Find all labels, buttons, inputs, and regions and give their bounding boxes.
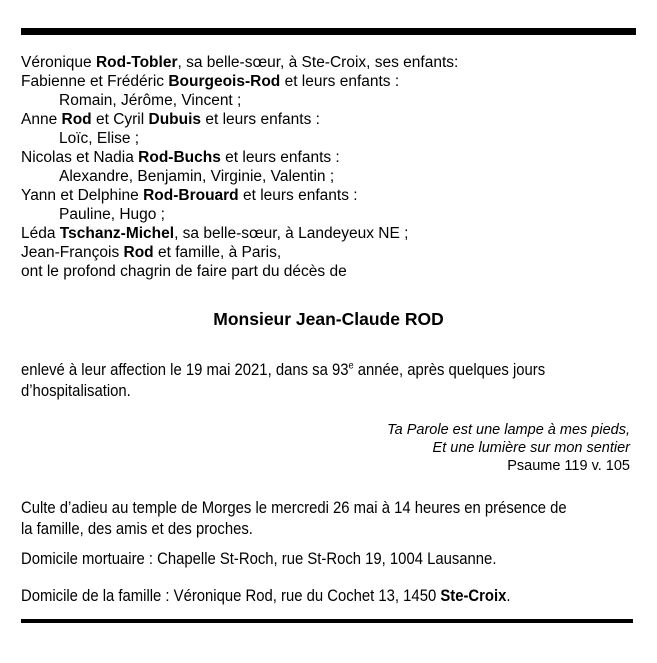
family-line-text: Loïc, Elise ; [59,130,140,147]
family-line-text: Pauline, Hugo ; [59,206,165,223]
ceremony-line2: la famille, des amis et des proches. [21,520,253,538]
family-home-post: . [506,587,511,605]
family-line-text: et Cyril [91,111,149,128]
family-line-text: ont le profond chagrin de faire part du décès de [21,263,347,280]
age-superscript: e [348,360,354,372]
family-surname-bold: Rod-Tobler [95,54,178,71]
family-line-text: et leurs enfants : [201,111,320,128]
family-line-text: , sa belle-sœur, à Landeyeux NE ; [174,225,409,242]
family-surname-bold: Dubuis [148,111,202,128]
verse-line2: Et une lumière sur mon sentier [432,440,630,456]
family-line-text: Véronique [21,54,96,71]
family-line [21,53,641,72]
family-line-text: et leurs enfants : [238,187,358,204]
family-line [21,110,641,129]
family-line-text: , sa belle-sœur, à Ste-Croix, ses enfants: [177,54,459,71]
family-line [21,148,641,167]
family-line-text: Alexandre, Benjamin, Virginie, Valentin ; [59,168,335,185]
family-line [21,205,641,224]
family-line-text: et leurs enfants : [280,73,400,90]
family-line [21,186,641,205]
family-address-list [21,53,641,281]
family-surname-bold: Rod-Buchs [138,149,221,166]
top-rule [21,28,636,35]
family-line-text: Yann et Delphine [21,187,144,204]
family-line-text: Léda [21,225,60,242]
deceased-name: Monsieur Jean-Claude ROD [213,309,444,329]
family-surname-bold: Bourgeois-Rod [168,73,281,90]
family-line [21,224,641,243]
family-line [21,262,641,281]
death-paragraph-line1 [21,360,633,381]
verse-line1: Ta Parole est une lampe à mes pieds, [387,422,630,438]
family-line-text: Anne [21,111,62,128]
death-line1-pre: enlevé à leur affection le 19 mai 2021, dans sa 93 [21,361,349,379]
family-surname-bold: Tschanz-Michel [59,225,175,242]
family-home-pre: Domicile de la famille : Véronique Rod, rue du Cochet 13, 1450 [21,587,441,605]
family-line-text: Romain, Jérôme, Vincent ; [59,92,242,109]
family-line-text: et leurs enfants : [220,149,340,166]
family-line-text: Jean-François [21,244,124,261]
family-line-text: Fabienne et Frédéric [21,73,169,90]
family-line [21,129,641,148]
bible-verse [21,421,630,475]
family-home-line [21,586,633,607]
ceremony-paragraph [21,498,633,540]
mortuary-line: Domicile mortuaire : Chapelle St-Roch, rue St-Roch 19, 1004 Lausanne. [21,550,497,568]
family-surname-bold: Rod-Brouard [143,187,239,204]
family-line [21,167,641,186]
verse-reference: Psaume 119 v. 105 [507,458,630,474]
family-line [21,91,641,110]
family-line [21,72,641,91]
family-surname-bold: Rod [61,111,92,128]
death-paragraph [21,360,633,402]
death-paragraph-line2: d’hospitalisation. [21,382,131,400]
family-home-town: Ste-Croix [440,587,507,605]
family-line-text: Nicolas et Nadia [21,149,139,166]
ceremony-line1: Culte d’adieu au temple de Morges le mercredi 26 mai à 14 heures en présence de [21,499,567,517]
bottom-rule [21,619,633,623]
family-surname-bold: Rod [123,244,154,261]
family-line-text: et famille, à Paris, [153,244,282,261]
death-line1-post: année, après quelques jours [353,361,546,379]
family-line [21,243,641,262]
